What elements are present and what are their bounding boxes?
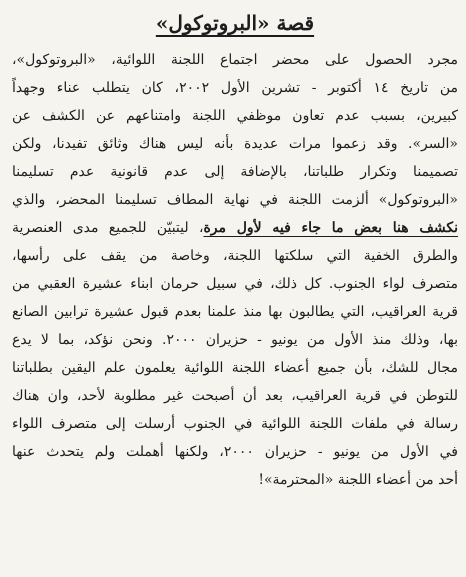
- paragraph-line-final: أحد من أعضاء اللجنة «المحترمة»!: [258, 472, 458, 488]
- paragraph-line: في الأول من يونيو - حزيران ٢٠٠٠، ولكنها أهملت ولم يتحدث عنها: [12, 444, 458, 460]
- paragraph-line: والطرق الخفية التي سلكتها اللجنة، وخاصة من يقف على رأسها،: [12, 248, 458, 264]
- paragraph-line: للتوطن في قرية العراقيب، بعد أن أصبحت غير مطلوبة لأحد، وان هناك: [12, 388, 458, 404]
- paragraph-line: «البروتوكول» ألزمت اللجنة في نهاية المطاف تسليمنا المحضر، والذي: [12, 192, 458, 208]
- bold-underlined-phrase: نكشف هنا بعض ما جاء فيه لأول مرة: [203, 220, 458, 236]
- paragraph-line: «السر». وقد زعموا مرات عديدة بأنه ليس هناك وثائق تفيدنا، ولكن: [12, 136, 458, 152]
- paragraph-line-highlight: [12, 214, 458, 242]
- paragraph-line: قرية العراقيب، التي يطالبون بها منذ علمنا بعدم قبول عشيرة ترابين الصانع: [12, 304, 458, 320]
- paragraph-line: بها، وذلك منذ الأول من يونيو - حزيران ٢٠٠٠. ونحن نؤكد، بما لا يدع: [12, 332, 458, 348]
- article-title: قصة «البروتوكول»: [155, 11, 315, 35]
- paragraph-line: رسالة في ملفات اللجنة اللوائية في الجنوب أرسلت إلى متصرف اللواء: [12, 416, 458, 432]
- paragraph-line: من تاريخ ١٤ أكتوبر - تشرين الأول ٢٠٠٢، كان يتطلب عناء وجهداً: [12, 80, 458, 96]
- paragraph-line: متصرف لواء الجنوب. كل ذلك، في سبيل حرمان ابناء عشيرة العقبي من: [12, 276, 458, 292]
- article-body: [12, 46, 458, 494]
- paragraph-line: مجرد الحصول على محضر اجتماع اللجنة اللوائية، «البروتوكول»،: [12, 52, 458, 68]
- paragraph-line: مجال للشك، بأن جميع أعضاء اللجنة اللوائية يعلمون علم اليقين بطلباتنا: [12, 360, 458, 376]
- paragraph-line: كبيرين، بسبب عدم تعاون موظفي اللجنة وامتناعهم عن الكشف عن: [12, 108, 458, 124]
- line-continuation: ، ليتبيّن للجميع مدى العنصرية: [12, 220, 204, 236]
- paragraph-line: تصميمنا وتكرار طلباتنا، بالإضافة إلى عدم قانونية عدم تسليمنا: [12, 164, 458, 180]
